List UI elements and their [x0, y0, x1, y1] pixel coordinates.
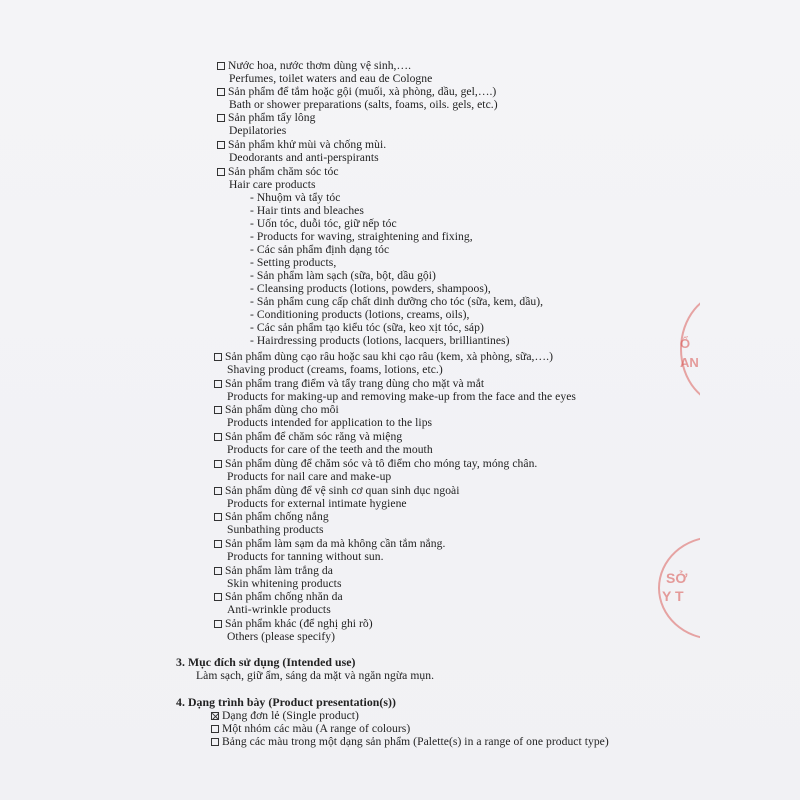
checkbox-item-perfumes: [217, 59, 411, 72]
checkbox-item-makeup: [214, 377, 484, 390]
checkbox-icon: [217, 141, 225, 149]
presentation-option-range: [211, 722, 410, 735]
hair-subitem: - Setting products,: [250, 256, 337, 269]
checkbox-item-depilatories: [217, 111, 315, 124]
checkbox-item-deodorants: [217, 138, 386, 151]
item-label-vi: Sản phẩm khử mùi và chống mùi.: [228, 138, 387, 151]
item-label-en: Products for making-up and removing make-up from the face and the eyes: [227, 390, 576, 403]
checkbox-icon: [214, 406, 222, 414]
item-label-en: Hair care products: [229, 178, 316, 191]
item-label-vi: Sản phẩm để tắm hoặc gội (muối, xà phòng, dầu, gel,….): [228, 85, 497, 98]
item-label-vi: Sản phẩm trang điểm và tẩy trang dùng cho mặt và mắt: [225, 377, 485, 390]
checkbox-item-lips: [214, 403, 339, 416]
item-label-vi: Sản phẩm dùng cạo râu hoặc sau khi cạo râu (kem, xà phòng, sữa,….): [225, 350, 553, 363]
checkbox-item-intimate: [214, 484, 460, 497]
hair-subitem: - Nhuộm và tẩy tóc: [250, 191, 341, 204]
item-label-en: Sunbathing products: [227, 523, 324, 536]
item-label-vi: Sản phẩm dùng cho môi: [225, 403, 339, 416]
checkbox-icon: [214, 540, 222, 548]
item-label-en: Products for nail care and make-up: [227, 470, 392, 483]
item-label-vi: Sản phẩm chống nắng: [225, 510, 329, 523]
item-label-en: Skin whitening products: [227, 577, 342, 590]
checked-checkbox-icon: [211, 712, 219, 720]
checkbox-icon: [217, 168, 225, 176]
item-label-vi: Nước hoa, nước thơm dùng vệ sinh,….: [228, 59, 412, 72]
checkbox-icon: [217, 114, 225, 122]
checkbox-item-teeth: [214, 430, 402, 443]
item-label-en: Anti-wrinkle products: [227, 603, 331, 616]
checkbox-icon: [214, 380, 222, 388]
checkbox-icon: [214, 487, 222, 495]
checkbox-icon: [211, 725, 219, 733]
item-label-vi: Sản phẩm chống nhăn da: [225, 590, 343, 603]
hair-subitem: - Sản phẩm làm sạch (sữa, bột, dầu gội): [250, 269, 436, 282]
item-label-vi: Sản phẩm chăm sóc tóc: [228, 165, 339, 178]
hair-subitem: - Hair tints and bleaches: [250, 204, 364, 217]
item-label-vi: Sản phẩm làm trắng da: [225, 564, 333, 577]
hair-subitem: - Products for waving, straightening and fixing,: [250, 230, 473, 243]
checkbox-icon: [214, 513, 222, 521]
item-label-en: Depilatories: [229, 124, 287, 137]
checkbox-icon: [214, 620, 222, 628]
checkbox-item-tanning: [214, 537, 445, 550]
section-3-heading: 3. Mục đích sử dụng (Intended use): [176, 655, 356, 669]
section-4-heading: 4. Dạng trình bày (Product presentation(s)): [176, 695, 396, 709]
checkbox-item-anti-wrinkle: [214, 590, 343, 603]
checkbox-item-hair-care: [217, 165, 339, 178]
checkbox-item-shaving: [214, 350, 553, 363]
stamp-text: Y T: [662, 588, 684, 604]
stamp-text: SỞ: [666, 570, 688, 586]
item-label-vi: Sản phẩm khác (để nghị ghi rõ): [225, 617, 373, 630]
item-label-en: Perfumes, toilet waters and eau de Cologne: [229, 72, 433, 85]
item-label-en: Products for care of the teeth and the mouth: [227, 443, 433, 456]
option-label: Bảng các màu trong một dạng sản phẩm (Palette(s) in a range of one product type): [222, 735, 609, 748]
checkbox-item-whitening: [214, 564, 333, 577]
checkbox-icon: [214, 593, 222, 601]
stamp-bottom-right: [652, 530, 700, 642]
checkbox-icon: [214, 460, 222, 468]
hair-subitem: - Conditioning products (lotions, creams, oils),: [250, 308, 470, 321]
hair-subitem: - Uốn tóc, duỗi tóc, giữ nếp tóc: [250, 217, 397, 230]
item-label-vi: Sản phẩm dùng để chăm sóc và tô điểm cho móng tay, móng chân.: [225, 457, 538, 470]
presentation-option-palette: [211, 735, 609, 748]
stamp-text: AN: [680, 355, 699, 370]
option-label: Dạng đơn lẻ (Single product): [222, 709, 359, 722]
checkbox-icon: [214, 433, 222, 441]
item-label-en: Deodorants and anti-perspirants: [229, 151, 379, 164]
checkbox-item-others: [214, 617, 373, 630]
stamp-text: Ổ: [680, 336, 691, 351]
hair-subitem: - Các sản phẩm tạo kiểu tóc (sữa, keo xịt tóc, sáp): [250, 321, 484, 334]
item-label-vi: Sản phẩm làm sạm da mà không cần tắm nắng.: [225, 537, 446, 550]
checkbox-item-sunbathing: [214, 510, 329, 523]
item-label-en: Products for tanning without sun.: [227, 550, 384, 563]
item-label-vi: Sản phẩm dùng để vệ sinh cơ quan sinh dục ngoài: [225, 484, 460, 497]
hair-subitem: - Hairdressing products (lotions, lacquers, brilliantines): [250, 334, 510, 347]
item-label-en: Products for external intimate hygiene: [227, 497, 407, 510]
item-label-en: Bath or shower preparations (salts, foams, oils. gels, etc.): [229, 98, 498, 111]
item-label-vi: Sản phẩm để chăm sóc răng và miệng: [225, 430, 403, 443]
checkbox-icon: [217, 62, 225, 70]
hair-subitem: - Sản phẩm cung cấp chất dinh dưỡng cho tóc (sữa, kem, dầu),: [250, 295, 544, 308]
hair-subitem: - Các sản phẩm định dạng tóc: [250, 243, 390, 256]
checkbox-icon: [214, 353, 222, 361]
checkbox-icon: [214, 567, 222, 575]
hair-subitem: - Cleansing products (lotions, powders, shampoos),: [250, 282, 491, 295]
item-label-en: Shaving product (creams, foams, lotions, etc.): [227, 363, 443, 376]
checkbox-item-bath: [217, 85, 496, 98]
item-label-vi: Sản phẩm tẩy lông: [228, 111, 316, 124]
item-label-en: Others (please specify): [227, 630, 336, 643]
item-label-en: Products intended for application to the lips: [227, 416, 433, 429]
presentation-option-single: [211, 709, 359, 722]
stamp-top-right: [672, 292, 700, 402]
checkbox-icon: [217, 88, 225, 96]
checkbox-icon: [211, 738, 219, 746]
option-label: Một nhóm các màu (A range of colours): [222, 722, 411, 735]
section-3-text: Làm sạch, giữ ẩm, sáng da mặt và ngăn ngừa mụn.: [196, 669, 435, 682]
checkbox-item-nails: [214, 457, 537, 470]
